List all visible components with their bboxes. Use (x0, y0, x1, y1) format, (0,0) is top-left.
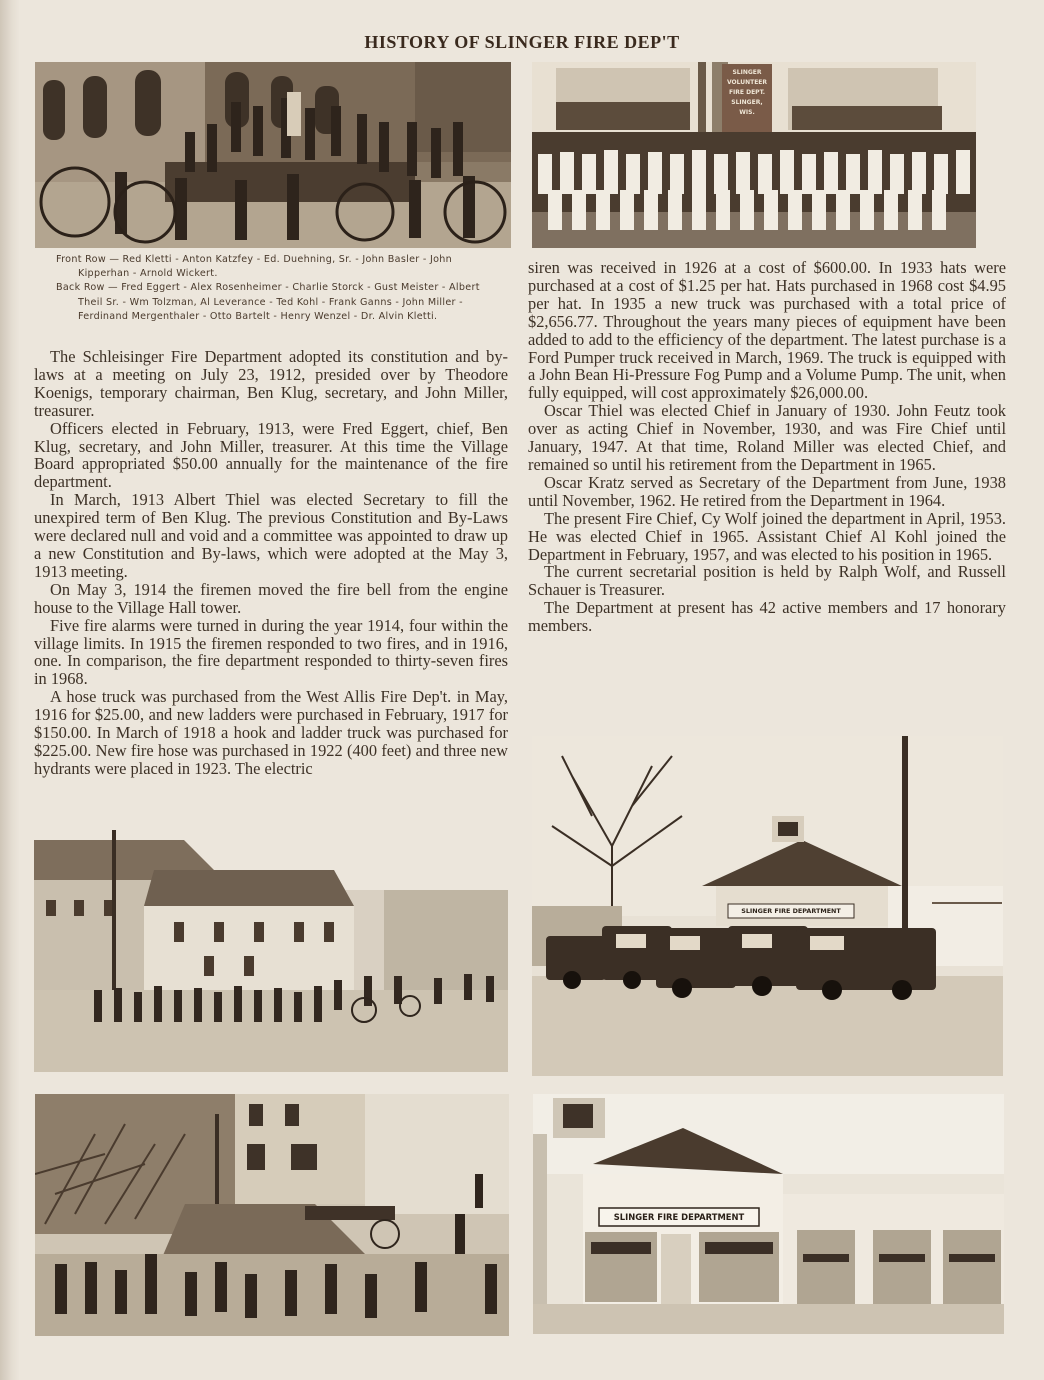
article-left-column (34, 348, 508, 778)
paragraph: Oscar Thiel was elected Chief in January of 1930. John Feutz took over as acting Chief in November, 1930, and was Fire Chief until January, 1947. At that time, Roland Miller was elected Chief, and remained so until his retirement from the Department in 1965. (528, 401, 1006, 474)
page-title: HISTORY OF SLINGER FIRE DEP'T (364, 32, 680, 52)
photo-station-with-trucks (532, 736, 1003, 1076)
station-sign: SLINGER FIRE DEPARTMENT (613, 1212, 745, 1222)
paragraph: The current secretarial position is held by Ralph Wolf, and Russell Schauer is Treasurer. (528, 562, 1006, 600)
photo-group-with-wagon (35, 62, 511, 248)
banner-line: VOLUNTEER (726, 79, 768, 86)
paragraph: Five fire alarms were turned in during the year 1914, four within the village limits. In 1915 the firemen responded to two fires, and in 1916, one. In comparison, the fire department responded to thirty-seven fires in 1968. (34, 615, 508, 689)
caption-front-row: Front Row — Red Kletti - Anton Katzfey - Ed. Duehning, Sr. - John Basler - John Kipperhan - Arnold Wickert. (56, 254, 453, 280)
paragraph: A hose truck was purchased from the West Allis Fire Dep't. in May, 1916 for $25.00, and new ladders were purchased in February, 1917 for $150.00. In March of 1918 a hook and ladder truck was purchased for $225.00. New fire hose was purchased in 1922 (400 feet) and three new hydrants were placed in 1923. The electric (34, 687, 508, 778)
banner-line: FIRE DEPT. (728, 89, 766, 96)
paragraph: The Schleisinger Fire Department adopted its constitution and by-laws at a meeting on July 23, 1912, presided over by Theodore Koenigs, temporary chairman, Ben Klug, secretary, and John Miller, treasurer. (34, 347, 508, 420)
page-binding-shadow (0, 0, 20, 1380)
paragraph: In March, 1913 Albert Thiel was elected Secretary to fill the unexpired term of Ben Klug. The previous Constitution and By-Laws were declared null and void and a committee was appointed to draw up a new Constitution and By-laws, which were adopted at the May 3, 1913 meeting. (34, 490, 508, 581)
paragraph: Oscar Kratz served as Secretary of the Department from June, 1938 until November, 1962. He retired from the Department in 1964. (528, 472, 1006, 510)
photo-caption (56, 253, 501, 324)
article-right-column (528, 259, 1006, 635)
banner-line: SLINGER (732, 69, 762, 76)
photo-firemen-with-trucks (532, 62, 976, 248)
paragraph: The present Fire Chief, Cy Wolf joined the department in April, 1953. He was elected Chief in 1965. Assistant Chief Al Kohl joined the Department in February, 1957, and was elected to his position in 1965. (528, 508, 1006, 564)
caption-back-row: Back Row — Fred Eggert - Alex Rosenheimer - Charlie Storck - Gust Meister - Albert Theil Sr. - Wm Tolzman, Al Leverance - Ted Kohl - Frank Ganns - John Miller - Ferdinand Mergenthaler - Otto Bartelt - Henry Wenzel - Dr. Alvin Kletti. (56, 282, 480, 322)
station-sign: SLINGER FIRE DEPARTMENT (741, 907, 841, 915)
paragraph: Officers elected in February, 1913, were Fred Eggert, chief, Ben Klug, secretary, and John Miller, treasurer. At this time the Village Board appropriated $50.00 annually for the maintenance of the fire department. (34, 418, 508, 492)
banner-line: SLINGER, WIS. (731, 99, 763, 116)
photo-old-fire-station (533, 1094, 1004, 1334)
paragraph: On May 3, 1914 the firemen moved the fire bell from the engine house to the Village Hall tower. (34, 579, 508, 617)
photo-fire-ruins (35, 1094, 509, 1336)
paragraph: The Department at present has 42 active members and 17 honorary members. (528, 598, 1006, 636)
photo-street-crowd (34, 830, 508, 1072)
paragraph: siren was received in 1926 at a cost of $600.00. In 1933 hats were purchased at a cost of $1.25 per hat. Hats purchased in 1968 cost $4.95 per hat. In 1935 a new truck was purchased with a total price of $2,656.77. Throughout the years many pieces of equipment have been added to add to the efficiency of the department. The latest purchase is a Ford Pumper truck received in March, 1969. The truck is equipped with a John Bean Hi-Pressure Fog Pump and a Volume Pump. The unit, when fully equipped, will cost approximately $26,000.00. (528, 258, 1006, 403)
banner-sign (724, 68, 770, 118)
